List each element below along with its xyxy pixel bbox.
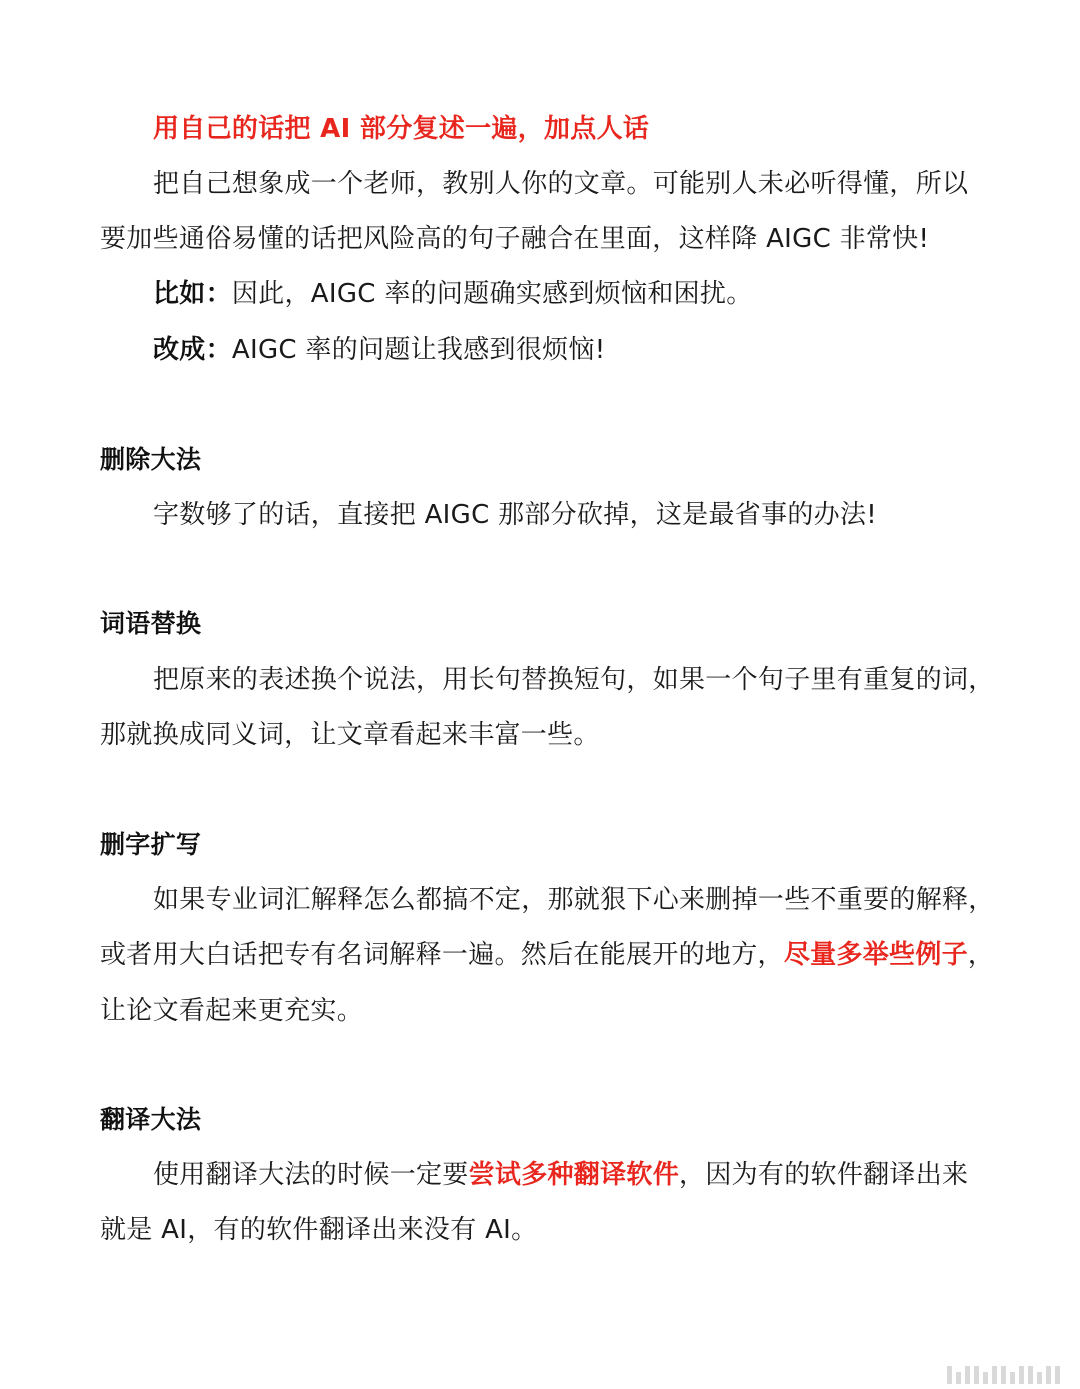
paragraph-text: 使用翻译大法的时候一定要 [153, 1160, 469, 1190]
paragraph-text: ，因为有的软件翻译出来 [679, 1160, 969, 1190]
paragraph-line [153, 1157, 968, 1193]
section-heading-word-replace: 词语替换 [100, 609, 202, 638]
highlight-text: 尽量多举些例子 [783, 940, 968, 970]
example-text: 因此，AIGC 率的问题确实感到烦恼和困扰。 [231, 279, 753, 309]
example-label: 比如： [153, 279, 232, 309]
paragraph-line: 就是 AI，有的软件翻译出来没有 AI。 [100, 1215, 538, 1245]
section-heading-delete: 删除大法 [100, 445, 202, 474]
revised-text: AIGC 率的问题让我感到很烦恼! [231, 335, 606, 365]
section-title-ai-rewrite: 用自己的话把 AI 部分复述一遍，加点人话 [153, 114, 650, 144]
paragraph-line: 把自己想象成一个老师，教别人你的文章。可能别人未必听得懂，所以 [153, 169, 969, 199]
paragraph-text: ， [967, 940, 995, 970]
highlight-text: 尝试多种翻译软件 [468, 1160, 680, 1190]
paragraph-text: 或者用大白话把专有名词解释一遍。然后在能展开的地方， [100, 940, 784, 970]
paragraph-line: 字数够了的话，直接把 AIGC 那部分砍掉，这是最省事的办法! [153, 500, 878, 530]
paragraph-line: 把原来的表述换个说法，用长句替换短句，如果一个句子里有重复的词， [153, 665, 995, 695]
paragraph-line: 那就换成同义词，让文章看起来丰富一些。 [100, 720, 600, 750]
revised-label: 改成： [153, 335, 232, 365]
paragraph-line [100, 937, 994, 973]
paragraph-line: 如果专业词汇解释怎么都搞不定，那就狠下心来删掉一些不重要的解释， [153, 885, 995, 915]
example-line [153, 276, 753, 312]
paragraph-line: 要加些通俗易懂的话把风险高的句子融合在里面，这样降 AIGC 非常快! [100, 224, 930, 254]
revised-line [153, 332, 605, 368]
section-heading-translate: 翻译大法 [100, 1105, 202, 1134]
paragraph-line: 让论文看起来更充实。 [100, 996, 364, 1026]
section-heading-expand: 删字扩写 [100, 830, 202, 859]
watermark-icon [947, 1366, 1060, 1384]
